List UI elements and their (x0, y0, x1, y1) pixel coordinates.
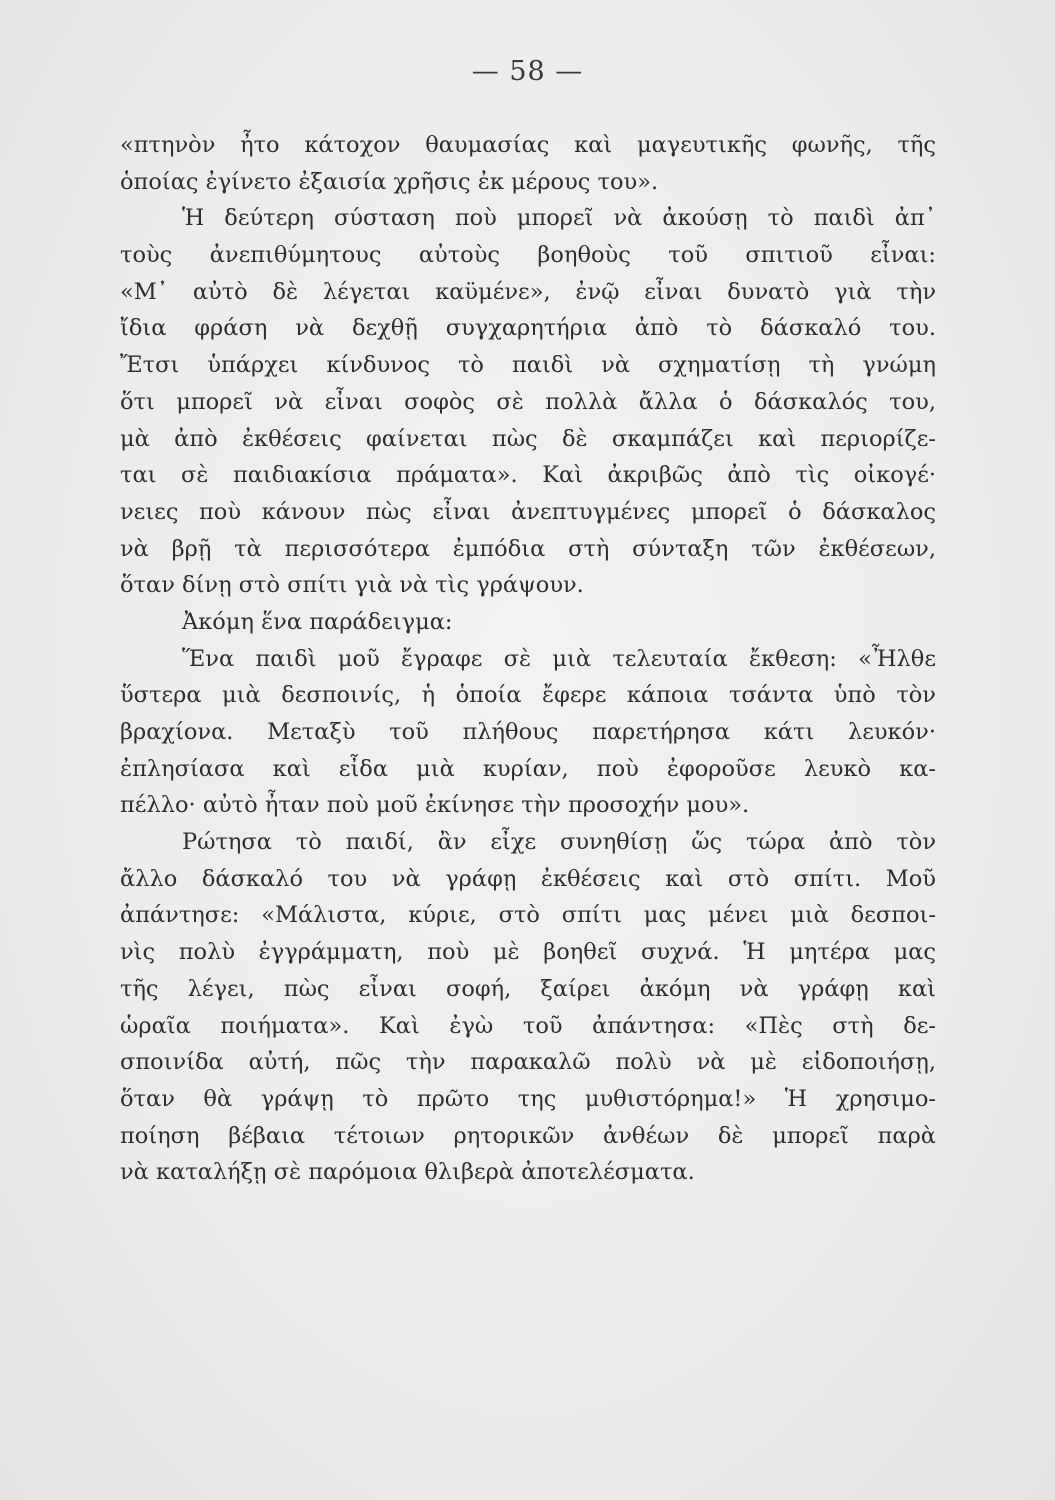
text-line: νὰ καταλήξῃ σὲ παρόμοια θλιβερὰ ἀποτελέσματα. (120, 1159, 695, 1186)
text-line: «Μ᾿ αὐτὸ δὲ λέγεται καϋμένε», ἐνῷ εἶναι δυνατὸ γιὰ τὴν (120, 278, 936, 305)
text-line: ἄλλο δάσκαλό του νὰ γράφῃ ἐκθέσεις καὶ στὸ σπίτι. Μοῦ (120, 865, 936, 892)
page-number: — 58 — (471, 56, 584, 87)
text-line: «πτηνὸν ἦτο κάτοχον θαυμασίας καὶ μαγευτικῆς φωνῆς, τῆς (120, 132, 936, 158)
text-line: ποίηση βέβαια τέτοιων ρητορικῶν ἀνθέων δὲ μπορεῖ παρὰ (120, 1122, 936, 1149)
text-line: ὁποίας ἐγίνετο ἐξαισία χρῆσις ἐκ μέρους του». (120, 168, 659, 195)
text-line: ὡραῖα ποιήματα». Καὶ ἐγὼ τοῦ ἀπάντησα: «Πὲς στὴ δε- (120, 1012, 936, 1039)
text-line: ὅταν θὰ γράψῃ τὸ πρῶτο της μυθιστόρημα!» Ἡ χρησιμο- (120, 1085, 936, 1112)
text-line: ἴδια φράση νὰ δεχθῇ συγχαρητήρια ἀπὸ τὸ δάσκαλό του. (120, 315, 936, 342)
text-line: νὰ βρῇ τὰ περισσότερα ἐμπόδια στὴ σύνταξη τῶν ἐκθέσεων, (120, 535, 936, 562)
text-line: τοὺς ἀνεπιθύμητους αὐτοὺς βοηθοὺς τοῦ σπιτιοῦ εἶναι: (120, 242, 936, 269)
text-line: πέλλο· αὐτὸ ἦταν ποὺ μοῦ ἐκίνησε τὴν προσοχήν μου». (120, 792, 750, 819)
text-line: ὕστερα μιὰ δεσποινίς, ἡ ὁποία ἔφερε κάποια τσάντα ὑπὸ τὸν (120, 682, 936, 709)
text-line: Ἡ δεύτερη σύσταση ποὺ μπορεῖ νὰ ἀκούσῃ τὸ παιδὶ ἀπ᾿ (182, 205, 936, 232)
text-line: σποινίδα αὐτή, πῶς τὴν παρακαλῶ πολὺ νὰ μὲ εἰδοποιήσῃ, (120, 1049, 936, 1076)
text-line: ἐπλησίασα καὶ εἶδα μιὰ κυρίαν, ποὺ ἐφοροῦσε λευκὸ κα- (120, 755, 936, 782)
text-line: ἀπάντησε: «Μάλιστα, κύριε, στὸ σπίτι μας μένει μιὰ δεσποι- (120, 902, 936, 929)
text-line: ται σὲ παιδιακίσια πράματα». Καὶ ἀκριβῶς ἀπὸ τὶς οἰκογέ· (120, 462, 936, 489)
text-line: Ρώτησα τὸ παιδί, ἂν εἶχε συνηθίσῃ ὥς τώρα ἀπὸ τὸν (182, 829, 936, 856)
text-line: ὅταν δίνῃ στὸ σπίτι γιὰ νὰ τὶς γράψουν. (120, 572, 584, 599)
text-line: Ἔτσι ὑπάρχει κίνδυνος τὸ παιδὶ νὰ σχηματίσῃ τὴ γνώμη (120, 352, 936, 379)
text-line: μὰ ἀπὸ ἐκθέσεις φαίνεται πὼς δὲ σκαμπάζει καὶ περιορίζε- (120, 425, 936, 452)
text-line: νὶς πολὺ ἐγγράμματη, ποὺ μὲ βοηθεῖ συχνά. Ἡ μητέρα μας (120, 939, 936, 966)
text-line: βραχίονα. Μεταξὺ τοῦ πλήθους παρετήρησα κάτι λευκόν· (120, 719, 936, 745)
text-line: τῆς λέγει, πὼς εἶναι σοφή, ξαίρει ἀκόμη νὰ γράφῃ καὶ (120, 975, 936, 1002)
text-line: Ἀκόμη ἕνα παράδειγμα: (182, 608, 453, 635)
text-line: Ἕνα παιδὶ μοῦ ἔγραφε σὲ μιὰ τελευταία ἔκθεση: «Ἦλθε (182, 645, 936, 672)
text-line: νειες ποὺ κάνουν πὼς εἶναι ἀνεπτυγμένες μπορεῖ ὁ δάσκαλος (120, 498, 936, 525)
text-line: ὅτι μπορεῖ νὰ εἶναι σοφὸς σὲ πολλὰ ἄλλα ὁ δάσκαλός του, (120, 388, 936, 415)
body-text (120, 127, 936, 1191)
